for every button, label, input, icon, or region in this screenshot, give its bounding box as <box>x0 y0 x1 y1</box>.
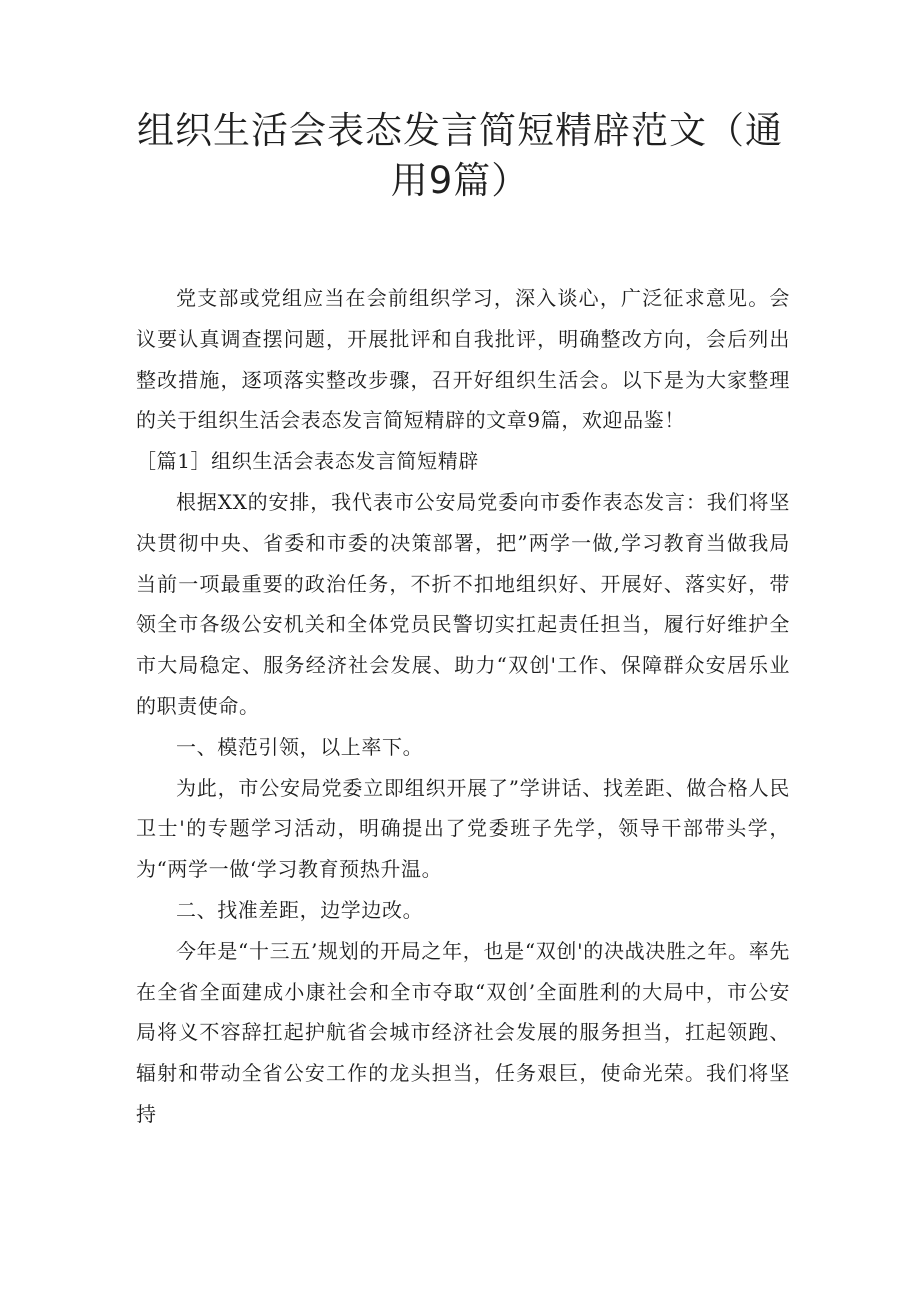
body-paragraph: 为此，市公安局党委立即组织开展了”学讲话、找差距、做合格人民卫士'的专题学习活动，明确提出了党委班子先学，领导干部带头学，为“两学一做‘学习教育预热升温。 <box>136 775 790 882</box>
body-paragraph: 今年是“十三五’规划的开局之年，也是“双创'的决战决胜之年。率先在全省全面建成小康社会和全市夺取“双创’全面胜利的大局中，市公安局将义不容辞扛起护航省会城市经济社会发展的服务担当，扛起领跑、辐射和带动全省公安工作的龙头担当，任务艰巨，使命光荣。我们将坚持 <box>136 938 790 1126</box>
document-body <box>136 278 790 1135</box>
item-heading: 二、找准差距，边学边改。 <box>176 897 424 922</box>
section-heading: ［篇1］组织生活会表态发言简短精辟 <box>136 449 479 474</box>
item-heading: 一、模范引领，以上率下。 <box>176 734 424 759</box>
body-paragraph: 根据XX的安排，我代表市公安局党委向市委作表态发言：我们将坚决贯彻中央、省委和市委的决策部署，把”两学一做,学习教育当做我局当前一项最重要的政治任务，不折不扣地组织好、开展好、落实好，带领全市各级公安机关和全体党员民警切实扛起责任担当，履行好维护全市大局稳定、服务经济社会发展、助力“双创'工作、保障群众安居乐业的职责使命。 <box>136 489 791 718</box>
intro-paragraph: 党支部或党组应当在会前组织学习，深入谈心，广泛征求意见。会议要认真调查摆问题，开展批评和自我批评，明确整改方向，会后列出整改措施，逐项落实整改步骤，召开好组织生活会。以下是为大家整理的关于组织生活会表态发言简短精辟的文章9篇，欢迎品鉴！ <box>136 286 790 433</box>
document-title: 组织生活会表态发言简短精辟范文（通用9篇） <box>137 109 783 202</box>
